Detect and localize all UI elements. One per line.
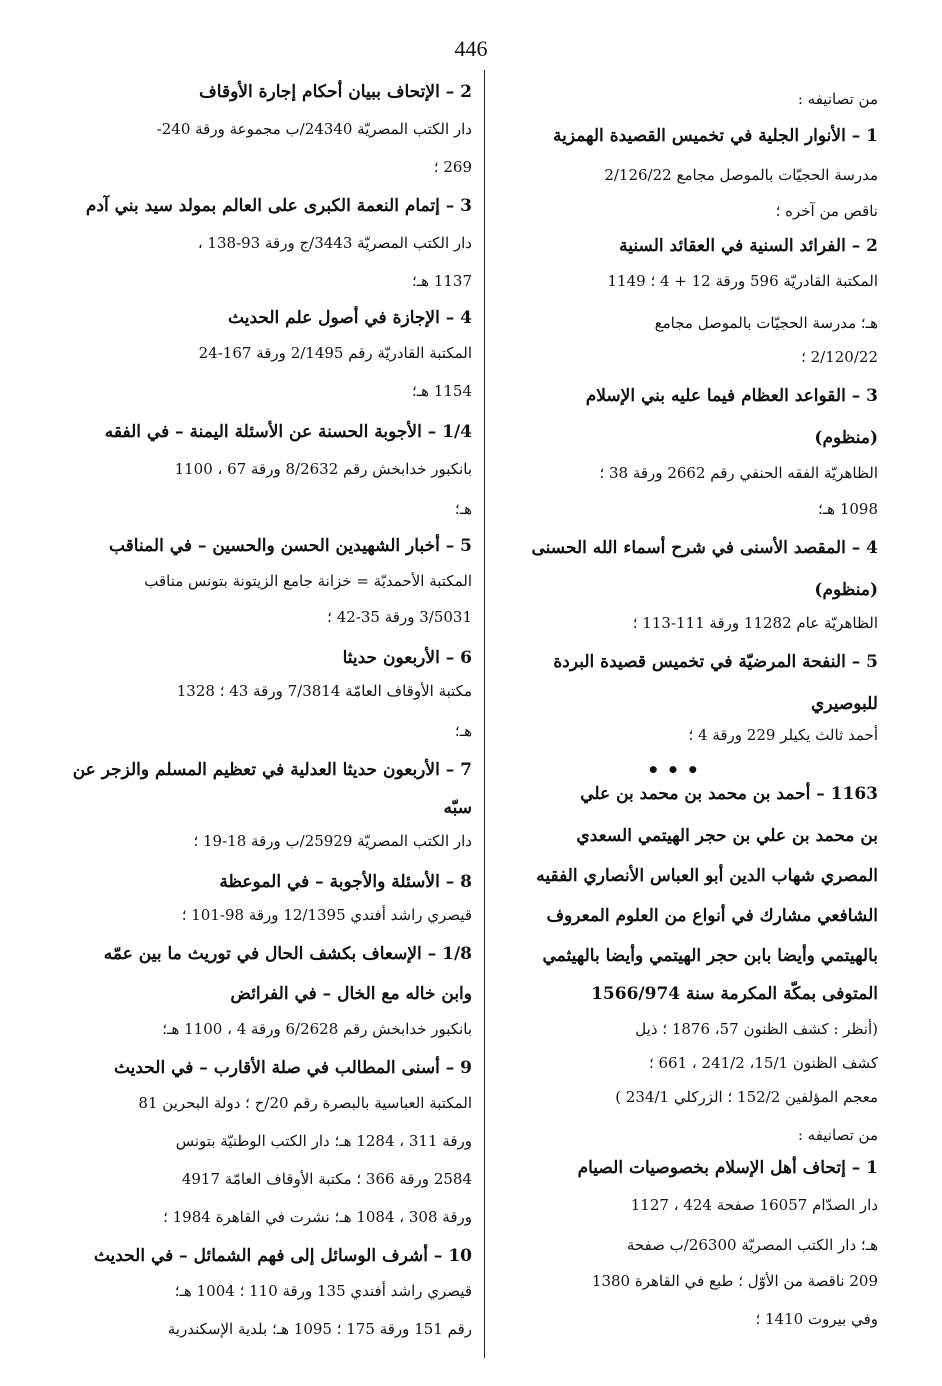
right-column-line-32: 209 ناقصة من الأوّل ؛ طبع في القاهرة 1380 [591, 1272, 878, 1290]
right-column-line-28: من تصانيفه : [797, 1126, 878, 1144]
left-column-line-14: 3/5031 ورقة 35-42 ؛ [327, 608, 472, 626]
left-column-line-32: قيصري راشد أفندي 135 ورقة 110 ؛ 1004 هـ؛ [174, 1282, 472, 1300]
right-column-line-17: أحمد ثالث يكيلر 229 ورقة 4 ؛ [688, 726, 878, 744]
left-column-line-26: 9 – أسنى المطالب في صلة الأقارب – في الحديث [113, 1058, 472, 1078]
right-column-line-30: دار الصدّام 16057 صفحة 424 ، 1127 [630, 1196, 878, 1214]
right-column-line-16: للبوصيري [811, 694, 878, 714]
right-column-line-18: • • • [646, 758, 700, 782]
left-column-line-23: 1/8 – الإسعاف بكشف الحال في توريث ما بين عمّه [103, 944, 472, 964]
left-column-line-12: 5 – أخبار الشهيدين الحسن والحسين – في المناقب [108, 536, 472, 556]
right-column-line-6: هـ؛ مدرسة الحجيّات بالموصل مجامع [654, 314, 878, 332]
left-column-line-7: المكتبة القادريّة رقم 2/1495 ورقة 167-24 [198, 344, 472, 362]
right-column-line-22: الشافعي مشارك في أنواع من العلوم المعروف [546, 906, 878, 926]
right-column-line-10: الظاهريّة الفقه الحنفي رقم 2662 ورقة 38 ؛ [599, 464, 878, 482]
left-column-line-6: 4 – الإجازة في أصول علم الحديث [228, 308, 472, 328]
right-column-line-9: (منظوم) [814, 428, 878, 448]
right-column-line-14: الظاهريّة عام 11282 ورقة 111-113 ؛ [632, 614, 878, 632]
left-column-line-24: وابن خاله مع الخال – في الفرائض [230, 984, 472, 1004]
right-column-line-29: 1 – إتحاف أهل الإسلام بخصوصيات الصيام [577, 1158, 878, 1178]
right-column-line-23: بالهيتمي وأيضا بابن حجر الهيتمي وأيضا بالهيثمي [542, 946, 878, 966]
right-column-line-1: 1 – الأنوار الجلية في تخميس القصيدة الهمزية [552, 126, 878, 146]
right-column-line-13: (منظوم) [814, 580, 878, 600]
right-column-line-31: هـ؛ دار الكتب المصريّة 26300/ب صفحة [626, 1236, 878, 1254]
right-column-line-4: 2 – الفرائد السنية في العقائد السنية [619, 236, 878, 256]
right-column [468, 76, 878, 1366]
left-column-line-3: 3 – إتمام النعمة الكبرى على العالم بمولد سيد بني آدم [85, 196, 472, 216]
page-number: 446 [454, 36, 488, 61]
right-column-line-24: المتوفى بمكّة المكرمة سنة 1566/974 [591, 984, 878, 1004]
left-column-line-15: 6 – الأربعون حديثا [342, 648, 472, 668]
right-column-line-20: بن محمد بن علي بن حجر الهيتمي السعدي [576, 826, 878, 846]
right-column-line-26: كشف الظنون 15/1، 241/2 ، 661 ؛ [648, 1054, 878, 1072]
right-column-line-15: 5 – النفحة المرضيّة في تخميس قصيدة البردة [553, 652, 878, 672]
right-column-line-7: 2/120/22 ؛ [801, 348, 878, 366]
left-column [62, 76, 472, 1366]
right-column-line-33: وفي بيروت 1410 ؛ [755, 1310, 878, 1328]
right-column-line-0: من تصانيفه : [797, 90, 878, 108]
left-column-line-20: دار الكتب المصريّة 25929/ب ورقة 18-19 ؛ [193, 832, 472, 850]
left-column-line-8: 1154 هـ؛ [411, 382, 472, 400]
right-column-line-27: معجم المؤلفين 152/2 ؛ الزركلي 234/1 ) [615, 1088, 878, 1106]
left-column-line-25: بانكبور خدابخش رقم 6/2628 ورقة 4 ، 1100 هـ؛ [162, 1020, 472, 1038]
left-column-line-2: 269 ؛ [433, 158, 472, 176]
right-column-line-8: 3 – القواعد العظام فيما عليه بني الإسلام [585, 386, 878, 406]
right-column-line-19: 1163 – أحمد بن محمد بن محمد بن علي [580, 784, 878, 804]
left-column-line-31: 10 – أشرف الوسائل إلى فهم الشمائل – في الحديث [93, 1246, 472, 1266]
left-column-line-17: هـ؛ [454, 722, 472, 740]
left-column-line-22: قيصري راشد أفندي 12/1395 ورقة 98-101 ؛ [181, 906, 472, 924]
left-column-line-5: 1137 هـ؛ [411, 272, 472, 290]
left-column-line-1: دار الكتب المصريّة 24340/ب مجموعة ورقة 240- [156, 120, 472, 138]
left-column-line-33: رقم 151 ورقة 175 ؛ 1095 هـ؛ بلدية الإسكندرية [167, 1320, 472, 1338]
left-column-line-19: سبّه [443, 798, 472, 818]
left-column-line-27: المكتبة العباسية بالبصرة رقم 20/ح ؛ دولة البحرين 81 [138, 1094, 472, 1112]
right-column-line-5: المكتبة القادريّة 596 ورقة 12 + 4 ؛ 1149 [607, 272, 878, 290]
right-column-line-12: 4 – المقصد الأسنى في شرح أسماء الله الحسنى [531, 538, 878, 558]
right-column-line-11: 1098 هـ؛ [817, 500, 878, 518]
left-column-line-16: مكتبة الأوقاف العامّة 7/3814 ورقة 43 ؛ 1328 [176, 682, 472, 700]
left-column-line-29: 2584 ورقة 366 ؛ مكتبة الأوقاف العامّة 4917 [181, 1170, 472, 1188]
left-column-line-0: 2 – الإتحاف ببيان أحكام إجارة الأوقاف [199, 82, 472, 102]
right-column-line-25: (أنظر : كشف الظنون 57، 1876 ؛ ذيل [635, 1020, 878, 1038]
left-column-line-28: ورقة 311 ، 1284 هـ؛ دار الكتب الوطنيّة بتونس [175, 1132, 472, 1150]
right-column-line-21: المصري شهاب الدين أبو العباس الأنصاري الفقيه [536, 866, 878, 886]
left-column-line-10: بانكبور خدابخش رقم 8/2632 ورقة 67 ، 1100 [174, 460, 472, 478]
left-column-line-30: ورقة 308 ، 1084 هـ؛ نشرت في القاهرة 1984 ؛ [163, 1208, 472, 1226]
right-column-line-3: ناقص من آخره ؛ [775, 202, 878, 220]
left-column-line-9: 1/4 – الأجوبة الحسنة عن الأسئلة اليمنة – في الفقه [104, 422, 472, 442]
left-column-line-21: 8 – الأسئلة والأجوبة – في الموعظة [219, 872, 472, 892]
left-column-line-18: 7 – الأربعون حديثا العدلية في تعظيم المسلم والزجر عن [72, 760, 472, 780]
right-column-line-2: مدرسة الحجيّات بالموصل مجامع 2/126/22 [604, 166, 878, 184]
left-column-line-13: المكتبة الأحمديّة = خزانة جامع الزيتونة بتونس مناقب [144, 572, 472, 590]
left-column-line-11: هـ؛ [454, 500, 472, 518]
left-column-line-4: دار الكتب المصريّة 3443/ج ورقة 93-138 ، [197, 234, 472, 252]
